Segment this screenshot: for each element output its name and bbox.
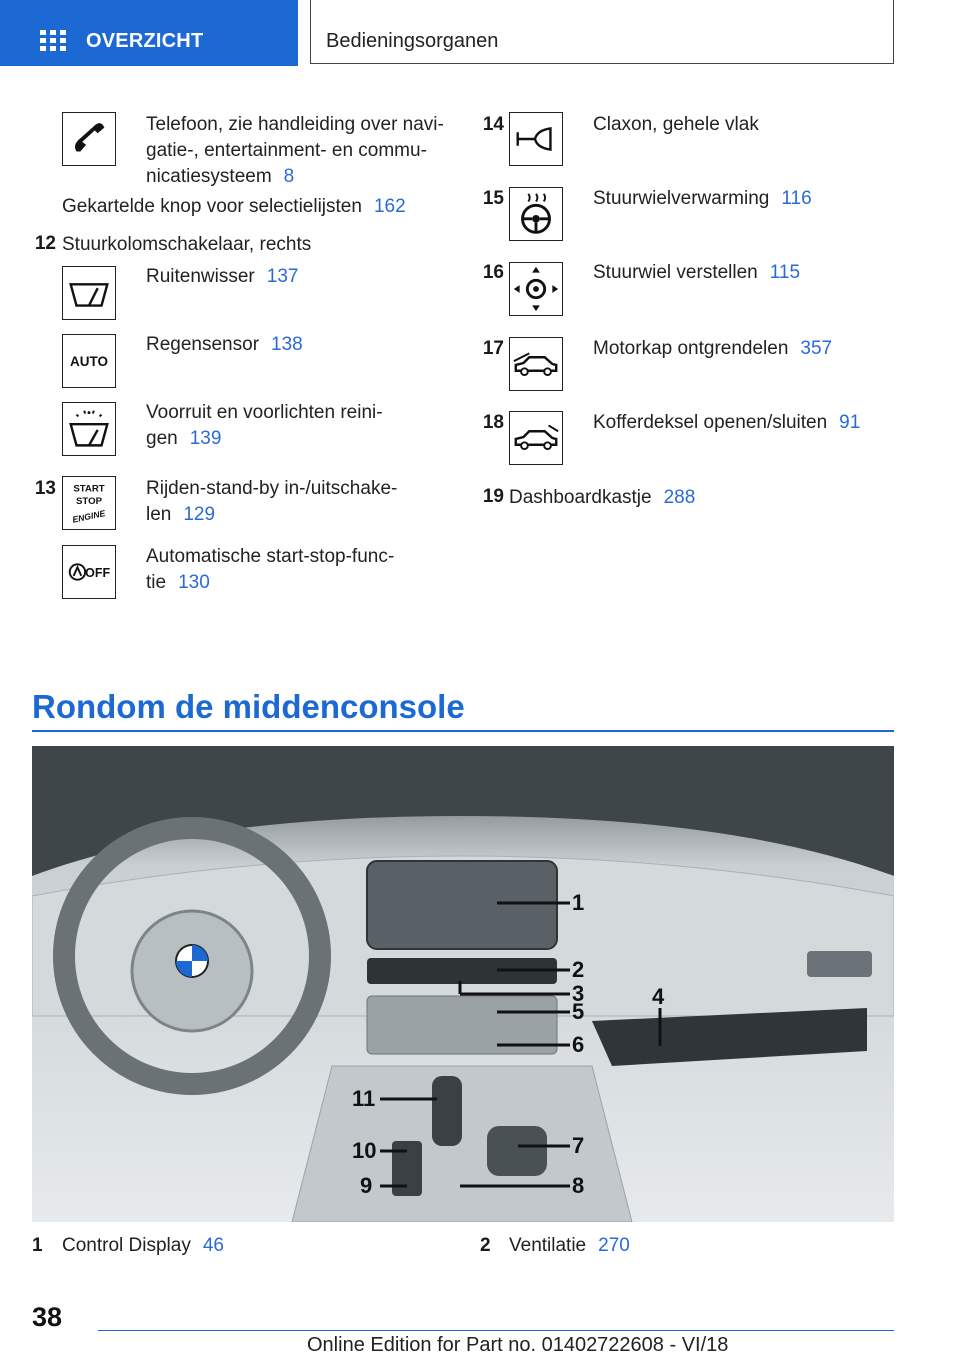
item-text: Claxon, gehele vlak bbox=[593, 114, 759, 135]
auto-icon-text: AUTO bbox=[70, 353, 108, 369]
callout-5: 5 bbox=[572, 999, 585, 1024]
auto-start-stop-off-icon bbox=[62, 545, 116, 599]
callout-10: 10 bbox=[352, 1138, 377, 1163]
item-text: Telefoon, zie handleiding over navi- gatie-, entertainment- en commu- nicatiesysteem bbox=[146, 114, 444, 187]
callout-7: 7 bbox=[572, 1133, 585, 1158]
item-number: 12 bbox=[34, 233, 56, 254]
item-text: Ventilatie bbox=[509, 1235, 587, 1256]
item-number: 2 bbox=[480, 1235, 491, 1256]
item-15 bbox=[593, 186, 812, 212]
page-link[interactable]: 129 bbox=[183, 504, 216, 525]
auto-icon bbox=[62, 334, 116, 388]
footer-edition: Online Edition for Part no. 01402722608 - VI/18 bbox=[307, 1334, 729, 1356]
horn-icon bbox=[509, 112, 563, 166]
item-text: Regensensor bbox=[146, 334, 260, 355]
item-text: Automatische start-stop-func- tie bbox=[146, 546, 395, 593]
steering-heat-icon bbox=[509, 187, 563, 241]
item-13-text bbox=[146, 476, 426, 528]
page-link[interactable]: 357 bbox=[800, 338, 833, 359]
item-12-text: Stuurkolomschakelaar, rechts bbox=[62, 234, 312, 255]
icon-text-start: START bbox=[73, 483, 105, 495]
item-text: Ruitenwisser bbox=[146, 266, 255, 287]
hood-icon bbox=[509, 337, 563, 391]
item-number: 14 bbox=[482, 114, 504, 135]
item-17 bbox=[593, 336, 832, 362]
item-number: 15 bbox=[482, 188, 504, 209]
footer-divider bbox=[98, 1330, 894, 1331]
item-text: Control Display bbox=[62, 1235, 191, 1256]
callout-6: 6 bbox=[572, 1032, 585, 1057]
callout-4: 4 bbox=[652, 984, 665, 1009]
page-number: 38 bbox=[32, 1302, 63, 1332]
callout-2: 2 bbox=[572, 957, 585, 982]
page-link[interactable]: 116 bbox=[781, 188, 812, 209]
page-link[interactable]: 130 bbox=[178, 572, 210, 593]
item-regensensor bbox=[146, 332, 303, 358]
item-number: 1 bbox=[32, 1235, 43, 1256]
item-19 bbox=[509, 485, 695, 511]
page-link[interactable]: 270 bbox=[598, 1235, 630, 1256]
callout-9: 9 bbox=[360, 1173, 373, 1198]
trunk-icon bbox=[509, 411, 563, 465]
item-ruitenwisser bbox=[146, 264, 298, 290]
item-16 bbox=[593, 260, 800, 286]
page-link[interactable]: 8 bbox=[283, 166, 295, 187]
section-divider bbox=[32, 730, 894, 732]
item-number: 13 bbox=[34, 478, 56, 499]
washer-icon bbox=[62, 402, 116, 456]
item-text: Voorruit en voorlichten reini- gen bbox=[146, 402, 383, 449]
page-link[interactable]: 139 bbox=[189, 428, 222, 449]
item-text: Motorkap ontgrendelen bbox=[593, 338, 789, 359]
page-link[interactable]: 288 bbox=[663, 487, 696, 508]
item-18 bbox=[593, 410, 860, 436]
page-link[interactable]: 115 bbox=[769, 262, 801, 283]
item-gekartelde bbox=[62, 194, 406, 220]
bottom-item-1 bbox=[62, 1233, 224, 1259]
phone-icon bbox=[62, 112, 116, 166]
grid-menu-icon[interactable] bbox=[40, 30, 66, 52]
icon-text-engine: ENGINE bbox=[71, 508, 107, 525]
item-text: Rijden-stand-by in-/uitschake- len bbox=[146, 478, 398, 525]
item-text: Dashboardkastje bbox=[509, 487, 652, 508]
item-number: 18 bbox=[482, 412, 504, 433]
page-link[interactable]: 46 bbox=[202, 1235, 224, 1256]
item-14 bbox=[593, 112, 759, 138]
section-title: Rondom de middenconsole bbox=[32, 688, 465, 725]
item-number: 19 bbox=[482, 486, 504, 507]
item-telefoon bbox=[146, 112, 446, 190]
item-voorruit bbox=[146, 400, 426, 452]
item-number: 16 bbox=[482, 262, 504, 283]
wiper-icon bbox=[62, 266, 116, 320]
bottom-item-2 bbox=[509, 1233, 630, 1259]
callout-3: 3 bbox=[572, 981, 585, 1006]
chapter-title: Bedieningsorganen bbox=[326, 30, 499, 52]
center-console-illustration bbox=[32, 746, 894, 1222]
item-autostart bbox=[146, 544, 426, 596]
icon-text-stop: STOP bbox=[76, 495, 102, 507]
page-link[interactable]: 162 bbox=[373, 196, 406, 217]
section-label[interactable]: OVERZICHT bbox=[86, 30, 204, 52]
page-link[interactable]: 91 bbox=[839, 412, 861, 433]
item-number: 17 bbox=[482, 338, 504, 359]
callout-11: 11 bbox=[352, 1086, 376, 1111]
page-link[interactable]: 137 bbox=[266, 266, 299, 287]
item-text: Stuurwielverwarming bbox=[593, 188, 770, 209]
steering-adjust-icon bbox=[509, 262, 563, 316]
callout-8: 8 bbox=[572, 1173, 585, 1198]
item-text: Kofferdeksel openen/sluiten bbox=[593, 412, 828, 433]
item-text: Gekartelde knop voor selectielijsten bbox=[62, 196, 362, 217]
item-text: Stuurwiel verstellen bbox=[593, 262, 758, 283]
start-stop-engine-icon bbox=[62, 476, 116, 530]
page-link[interactable]: 138 bbox=[271, 334, 303, 355]
callout-1: 1 bbox=[572, 890, 585, 915]
icon-text-off: OFF bbox=[85, 565, 111, 580]
